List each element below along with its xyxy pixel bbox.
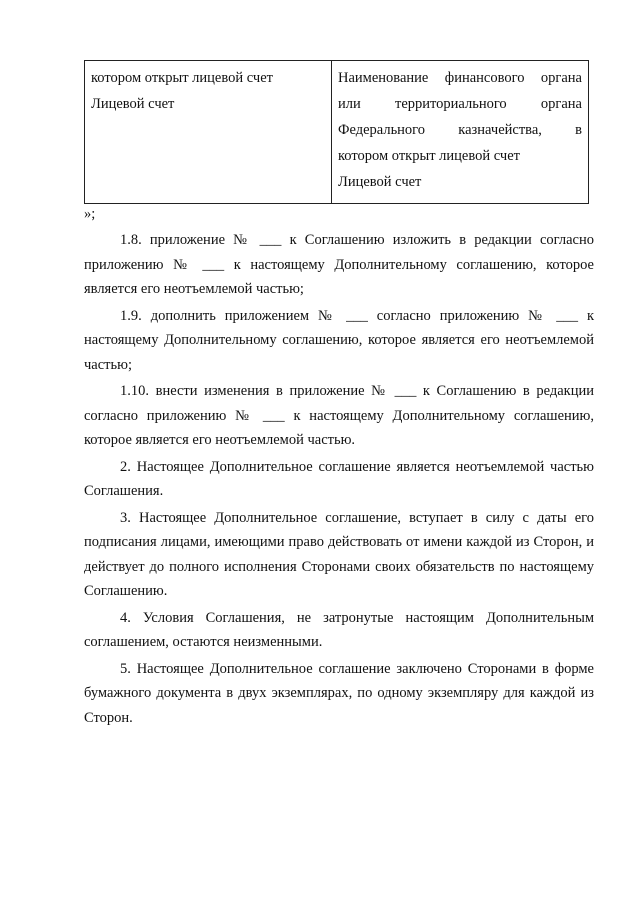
paragraph-1-10: 1.10. внести изменения в приложение № ___ к Соглашению в редакции согласно приложению № ___ к настоящему Дополнительному соглашению, которое является его неотъемлемой частью. bbox=[84, 383, 594, 448]
paragraph-2: 2. Настоящее Дополнительное соглашение является неотъемлемой частью Соглашения. bbox=[84, 458, 594, 499]
table-cell-right bbox=[332, 61, 589, 204]
table-cell-line: или территориального органа bbox=[338, 96, 582, 112]
paragraph-4: 4. Условия Соглашения, не затронутые настоящим Дополнительным соглашением, остаются неизменными. bbox=[84, 609, 594, 650]
table-cell-line: Лицевой счет bbox=[91, 96, 175, 112]
table-cell-line: котором открыт лицевой счет bbox=[338, 148, 520, 164]
table-cell-line: Лицевой счет bbox=[338, 174, 422, 190]
paragraph-3: 3. Настоящее Дополнительное соглашение, вступает в силу с даты его подписания лицами, имеющими право действовать от имени каждой из Сторон, и действует до полного исполнения Сторонами своих обязательств по настоящему Соглашению. bbox=[84, 509, 594, 599]
document-body bbox=[84, 228, 594, 730]
paragraph-1-8: 1.8. приложение № ___ к Соглашению изложить в редакции согласно приложению № ___ к настоящему Дополнительному соглашению, которое является его неотъемлемой частью; bbox=[84, 232, 594, 297]
table-cell-left bbox=[85, 61, 332, 204]
account-table bbox=[84, 60, 589, 204]
table-cell-line: Федерального казначейства, в bbox=[338, 122, 582, 138]
closing-quote: »; bbox=[84, 206, 96, 222]
paragraph-5: 5. Настоящее Дополнительное соглашение заключено Сторонами в форме бумажного документа в двух экземплярах, по одному экземпляру для каждой из Сторон. bbox=[84, 660, 594, 726]
table-row bbox=[85, 61, 589, 204]
paragraph-1-9: 1.9. дополнить приложением № ___ согласно приложению № ___ к настоящему Дополнительному соглашению, которое является его неотъемлемой частью; bbox=[84, 307, 594, 373]
table-cell-line: Наименование финансового органа bbox=[338, 70, 582, 86]
table-cell-line: котором открыт лицевой счет bbox=[91, 70, 273, 86]
